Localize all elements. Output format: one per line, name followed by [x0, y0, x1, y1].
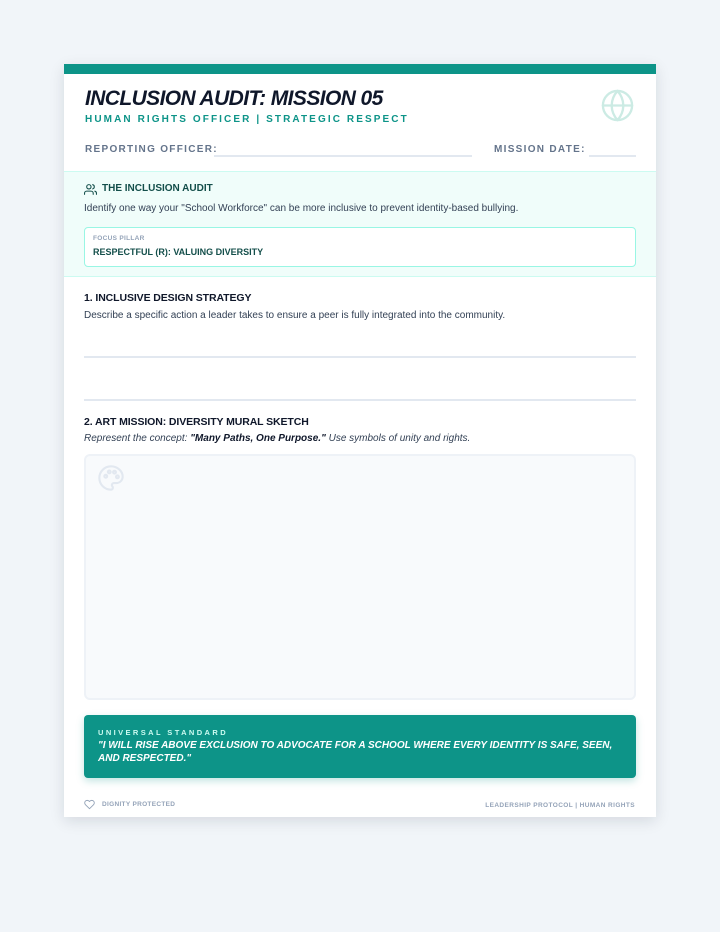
globe-icon [600, 88, 635, 123]
universal-standard-banner [84, 715, 636, 778]
heart-icon [84, 799, 95, 810]
section1-title: 1. INCLUSIVE DESIGN STRATEGY [84, 292, 252, 304]
standard-quote: "I WILL RISE ABOVE EXCLUSION TO ADVOCATE FOR A SCHOOL WHERE EVERY IDENTITY IS SAFE, SEEN, AND RESPECTED." [98, 740, 613, 764]
footer-right-text: LEADERSHIP PROTOCOL | HUMAN RIGHTS [485, 802, 635, 809]
standard-label: UNIVERSAL STANDARD [98, 728, 229, 737]
section1-description: Describe a specific action a leader takes to ensure a peer is fully integrated into the community. [84, 310, 506, 321]
audit-title: THE INCLUSION AUDIT [102, 183, 213, 194]
users-icon [84, 183, 97, 196]
mission-date-label: MISSION DATE: [494, 144, 586, 155]
palette-icon [97, 464, 125, 492]
page-title: INCLUSION AUDIT: MISSION 05 [85, 87, 383, 110]
worksheet-page [64, 64, 656, 817]
audit-description: Identify one way your "School Workforce" can be more inclusive to prevent identity-based bullying. [84, 203, 519, 214]
section2-title: 2. ART MISSION: DIVERSITY MURAL SKETCH [84, 416, 309, 428]
section2-concept: "Many Paths, One Purpose." [190, 433, 326, 444]
answer-line-2[interactable] [84, 399, 636, 401]
footer-left-text: DIGNITY PROTECTED [102, 801, 176, 808]
sketch-area[interactable] [84, 454, 636, 700]
top-accent-bar [64, 64, 656, 74]
focus-pillar-value: RESPECTFUL (R): VALUING DIVERSITY [93, 247, 264, 257]
section2-desc-suffix: Use symbols of unity and rights. [325, 433, 471, 444]
section2-description [84, 433, 470, 444]
page-subtitle: HUMAN RIGHTS OFFICER | STRATEGIC RESPECT [85, 114, 409, 125]
section2-desc-prefix: Represent the concept: [84, 433, 191, 444]
reporting-officer-label: REPORTING OFFICER: [85, 144, 218, 155]
inclusion-audit-panel [64, 171, 656, 277]
reporting-officer-field[interactable] [214, 155, 472, 157]
focus-pillar-label: FOCUS PILLAR [93, 235, 145, 242]
answer-line-1[interactable] [84, 356, 636, 358]
mission-date-field[interactable] [589, 155, 636, 157]
focus-pillar-box [84, 227, 636, 267]
